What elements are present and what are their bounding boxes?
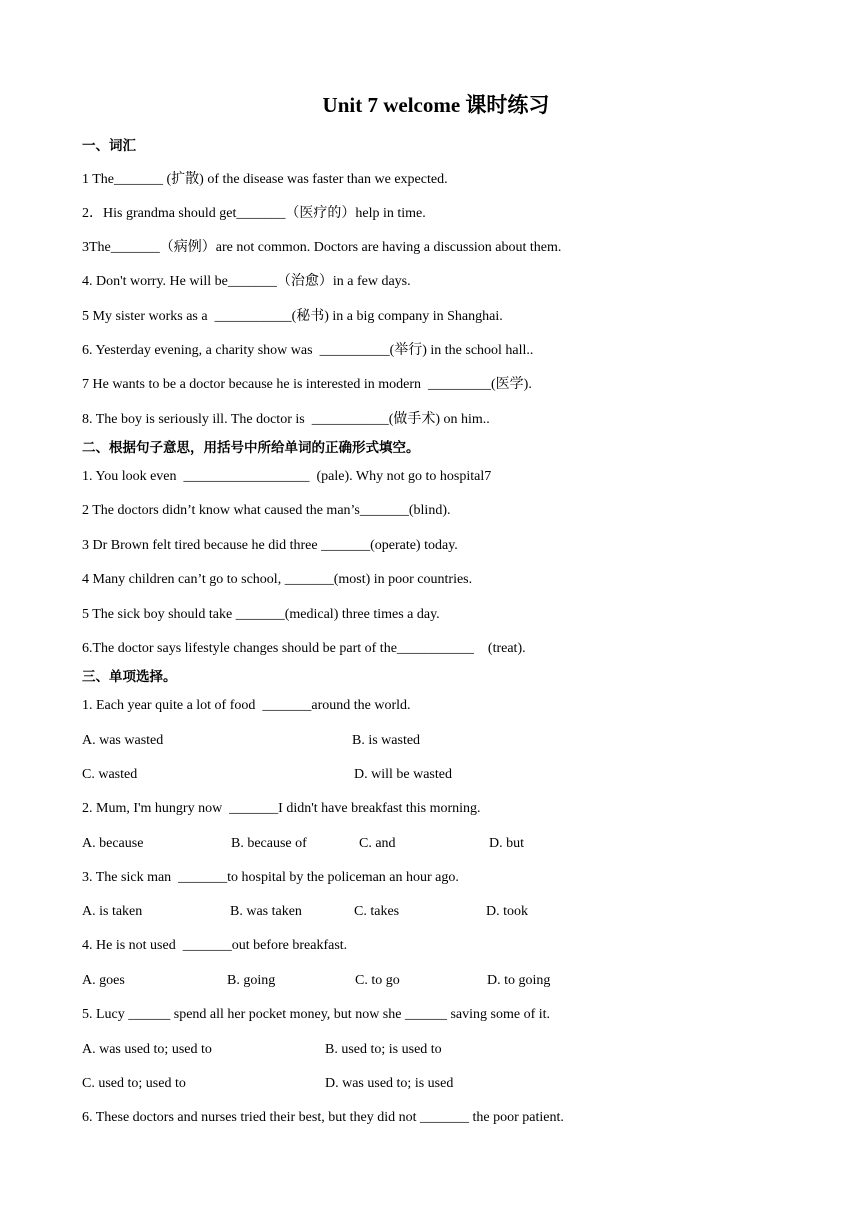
choice-option-5b: B. used to; is used to — [325, 1042, 442, 1057]
choice-option-3c: C. takes — [354, 904, 400, 919]
choice-question-1: 1. Each year quite a lot of food _______around the world. — [82, 698, 411, 713]
section-heading-word-forms: 二、根据句子意思，用括号中所给单词的正确形式填空。 — [82, 440, 420, 456]
choice-option-2c: C. and — [359, 836, 396, 851]
choice-option-2b: B. because of — [231, 836, 307, 851]
choice-option-4d: D. to going — [487, 973, 551, 988]
choice-option-3b: B. was taken — [230, 904, 302, 919]
choice-option-5a: A. was used to; used to — [82, 1042, 212, 1057]
vocab-question-8: 8. The boy is seriously ill. The doctor is ___________(做手术) on him.. — [82, 412, 490, 427]
choice-question-5: 5. Lucy ______ spend all her pocket money, but now she ______ saving some of it. — [82, 1007, 551, 1022]
choice-question-3: 3. The sick man _______to hospital by the policeman an hour ago. — [82, 870, 459, 885]
word-form-question-6: 6.The doctor says lifestyle changes should be part of the___________ (treat). — [82, 641, 526, 656]
choice-option-3d: D. took — [486, 904, 528, 919]
choice-option-4a: A. goes — [82, 973, 125, 988]
choice-option-4c: C. to go — [355, 973, 400, 988]
choice-option-1a: A. was wasted — [82, 733, 164, 748]
choice-option-1c: C. wasted — [82, 767, 138, 782]
word-form-question-2: 2 The doctors didn’t know what caused the man’s_______(blind). — [82, 503, 451, 518]
vocab-question-6: 6. Yesterday evening, a charity show was __________(举行) in the school hall.. — [82, 343, 534, 358]
choice-option-1b: B. is wasted — [352, 733, 421, 748]
section-heading-multiple-choice: 三、单项选择。 — [82, 669, 177, 685]
vocab-question-2: 2．His grandma should get_______（医疗的）help in time. — [82, 206, 426, 221]
choice-option-3a: A. is taken — [82, 904, 143, 919]
choice-option-2a: A. because — [82, 836, 144, 851]
vocab-question-4: 4. Don't worry. He will be_______（治愈）in a few days. — [82, 274, 411, 289]
choice-option-1d: D. will be wasted — [354, 767, 452, 782]
choice-question-4: 4. He is not used _______out before breakfast. — [82, 938, 348, 953]
section-heading-vocabulary: 一、词汇 — [82, 138, 136, 154]
choice-question-6: 6. These doctors and nurses tried their best, but they did not _______ the poor patient. — [82, 1110, 564, 1125]
choice-option-4b: B. going — [227, 973, 276, 988]
choice-option-5c: C. used to; used to — [82, 1076, 186, 1091]
vocab-question-3: 3The_______（病例）are not common. Doctors are having a discussion about them. — [82, 240, 562, 255]
word-form-question-5: 5 The sick boy should take _______(medical) three times a day. — [82, 607, 440, 622]
choice-option-2d: D. but — [489, 836, 524, 851]
vocab-question-1: 1 The_______ (扩散) of the disease was faster than we expected. — [82, 172, 448, 187]
choice-question-2: 2. Mum, I'm hungry now _______I didn't have breakfast this morning. — [82, 801, 481, 816]
vocab-question-5: 5 My sister works as a ___________(秘书) in a big company in Shanghai. — [82, 309, 503, 324]
page-title: Unit 7 welcome 课时练习 — [322, 93, 550, 117]
choice-option-5d: D. was used to; is used — [325, 1076, 454, 1091]
vocab-question-7: 7 He wants to be a doctor because he is interested in modern _________(医学). — [82, 377, 532, 392]
word-form-question-4: 4 Many children can’t go to school, _______(most) in poor countries. — [82, 572, 473, 587]
word-form-question-3: 3 Dr Brown felt tired because he did three _______(operate) today. — [82, 538, 458, 553]
word-form-question-1: 1. You look even __________________ (pale). Why not go to hospital7 — [82, 469, 492, 484]
